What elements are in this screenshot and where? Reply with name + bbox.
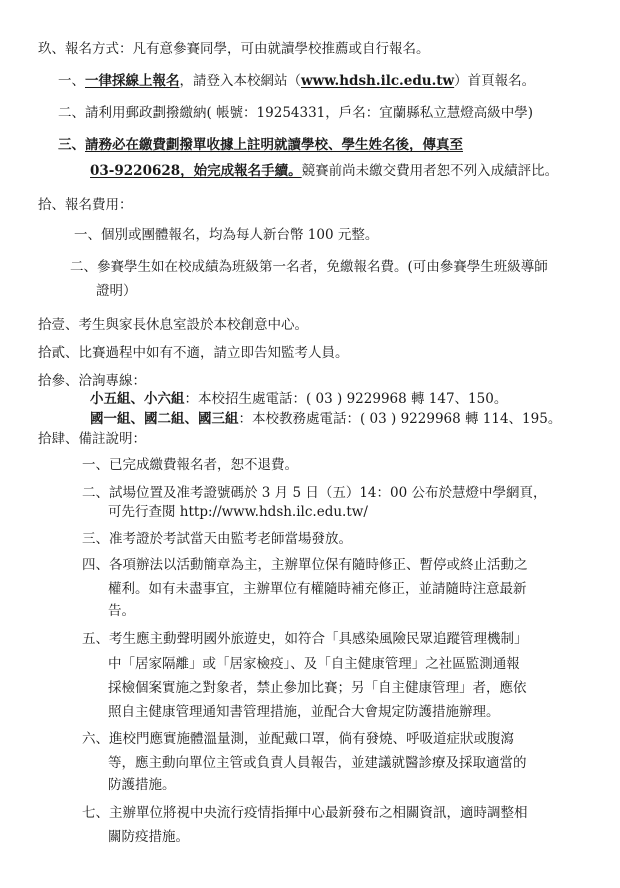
section-10-item-2: 二、參賽學生如在校成績為班級第一名者，免繳報名費。(可由參賽學生班級導師 xyxy=(70,259,548,275)
section-10-item-1: 一、個別或團體報名，均為每人新台幣 100 元整。 xyxy=(74,227,379,243)
section-9-item-3-cont: 03-9220628，始完成報名手續。競賽前尚未繳交費用者恕不列入成績評比。 xyxy=(90,163,559,179)
section-13-heading: 拾參、洽詢專線： xyxy=(38,373,146,389)
note-item-5: 五、考生應主動聲明國外旅遊史，如符合「具感染風險民眾追蹤管理機制」 xyxy=(82,631,528,647)
contact-row-elementary: 小五組、小六組：本校招生處電話：( 03 ) 9229968 轉 147、150。 xyxy=(90,391,508,407)
section-9-item-3: 三、請務必在繳費劃撥單收據上註明就讀學校、學生姓名後，傳真至 xyxy=(58,137,463,153)
section-14-heading: 拾肆、備註說明： xyxy=(38,431,146,447)
note-item-5-line-2: 中「居家隔離」或「居家檢疫」、及「自主健康管理」之社區監測通報 xyxy=(108,656,520,672)
section-9-item-1: 一、一律採線上報名，請登入本校網站（www.hdsh.ilc.edu.tw）首頁報名。 xyxy=(58,73,536,89)
note-item-7-line-2: 關防疫措施。 xyxy=(108,829,189,845)
note-item-3: 三、准考證於考試當天由監考老師當場發放。 xyxy=(82,531,352,547)
note-item-2: 二、試場位置及准考證號碼於 3 月 5 日（五）14：00 公布於慧燈中學網頁， xyxy=(82,485,547,501)
section-10-heading: 拾、報名費用： xyxy=(38,197,133,213)
contact-row-junior-high: 國一組、國二組、國三組：本校教務處電話：( 03 ) 9229968 轉 114、195。 xyxy=(90,411,562,427)
note-item-7: 七、主辦單位將視中央流行疫情指揮中心最新發布之相關資訊，適時調整相 xyxy=(82,805,528,821)
section-9-item-2: 二、請利用郵政劃撥繳納( 帳號：19254331，戶名：宜蘭縣私立慧燈高級中學) xyxy=(58,105,534,121)
note-item-5-line-3: 採檢個案實施之對象者，禁止參加比賽；另「自主健康管理」者，應依 xyxy=(108,680,527,696)
note-item-1: 一、已完成繳費報名者，恕不退費。 xyxy=(82,457,298,473)
online-signup-text: 一律採線上報名 xyxy=(85,73,180,89)
note-item-4-line-2: 權利。如有未盡事宜，主辦單位有權隨時補充修正，並請隨時注意最新 xyxy=(108,581,527,597)
school-website-url[interactable]: www.hdsh.ilc.edu.tw xyxy=(301,73,455,89)
fax-number-text: 03-9220628，始完成報名手續。 xyxy=(90,163,302,179)
note-item-4: 四、各項辦法以活動簡章為主，主辦單位保有隨時修正、暫停或終止活動之 xyxy=(82,557,528,573)
note-item-2-url[interactable]: 可先行查閱 http://www.hdsh.ilc.edu.tw/ xyxy=(108,504,368,520)
fax-instruction-text: 請務必在繳費劃撥單收據上註明就讀學校、學生姓名後，傳真至 xyxy=(85,137,463,153)
note-item-5-line-4: 照自主健康管理通知書管理措施，並配合大會規定防護措施辦理。 xyxy=(108,704,500,720)
note-item-4-line-3: 告。 xyxy=(108,603,135,619)
note-item-6-line-2: 等，應主動向單位主管或負責人員報告，並建議就醫診療及採取適當的 xyxy=(108,755,527,771)
section-11-text: 拾壹、考生與家長休息室設於本校創意中心。 xyxy=(38,317,308,333)
note-item-6-line-3: 防護措施。 xyxy=(108,777,176,793)
section-9-heading: 玖、報名方式：凡有意參賽同學，可由就讀學校推薦或自行報名。 xyxy=(38,41,430,57)
section-12-text: 拾貳、比賽過程中如有不適，請立即告知監考人員。 xyxy=(38,345,349,361)
note-item-6: 六、進校門應實施體溫量測，並配戴口罩，倘有發燒、呼吸道症狀或腹瀉 xyxy=(82,731,514,747)
section-10-item-2-cont: 證明） xyxy=(96,283,137,299)
